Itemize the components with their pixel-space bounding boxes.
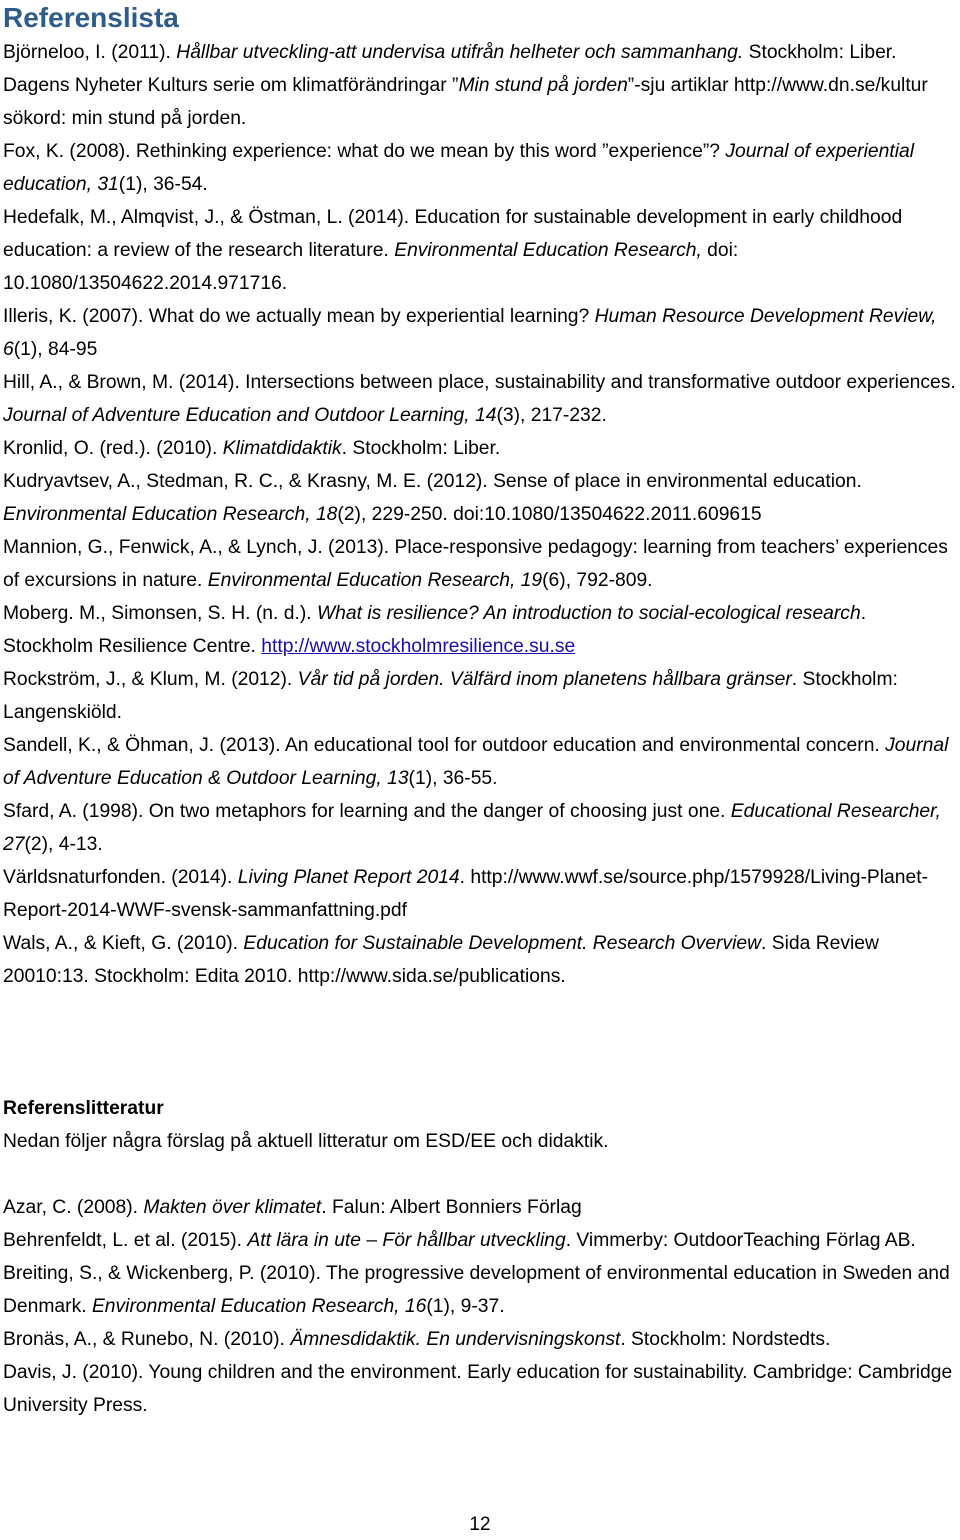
reference-title-italic: Education for Sustainable Development. Research Overview xyxy=(243,933,762,954)
reference-entry xyxy=(3,432,959,465)
reference-list-secondary xyxy=(3,1191,959,1422)
reference-text: Azar, C. (2008). xyxy=(3,1197,144,1218)
reference-title-italic: Ämnesdidaktik. En undervisningskonst xyxy=(290,1329,621,1350)
section-intro: Nedan följer några förslag på aktuell litteratur om ESD/EE och didaktik. xyxy=(3,1131,609,1152)
section-heading: Referenslitteratur xyxy=(3,1098,164,1119)
reference-title-italic: Att lära in ute – För hållbar utveckling xyxy=(247,1230,566,1251)
reference-text: Sfard, A. (1998). On two metaphors for learning and the danger of choosing just one. xyxy=(3,801,731,822)
reference-entry xyxy=(3,1323,959,1356)
reference-title-italic: Klimatdidaktik xyxy=(222,438,342,459)
reference-entry xyxy=(3,465,959,531)
reference-title-italic: Environmental Education Research, 18 xyxy=(3,504,338,525)
reference-text: Moberg. M., Simonsen, S. H. (n. d.). xyxy=(3,603,317,624)
reference-text: Dagens Nyheter Kulturs serie om klimatförändringar ” xyxy=(3,75,459,96)
reference-entry xyxy=(3,729,959,795)
reference-text: Hill, A., & Brown, M. (2014). Intersections between place, sustainability and transformative outdoor experiences. xyxy=(3,372,956,393)
reference-entry xyxy=(3,135,959,201)
reference-entry xyxy=(3,795,959,861)
reference-entry xyxy=(3,69,959,135)
reference-text: . http://www.wwf.se/source.php/1579928/Living-Planet-Report-2014-WWF-svensk-sammanfattning.pdf xyxy=(3,867,929,921)
reference-text: (6), 792-809. xyxy=(542,570,653,591)
page-number: 12 xyxy=(469,1514,491,1535)
reference-text: Breiting, S., & Wickenberg, P. (2010). The progressive development of environmental education in Sweden and Denmark. xyxy=(3,1263,950,1317)
reference-text: Illeris, K. (2007). What do we actually mean by experiential learning? xyxy=(3,306,595,327)
reference-text: Kronlid, O. (red.). (2010). xyxy=(3,438,223,459)
reference-text: Mannion, G., Fenwick, A., & Lynch, J. (2013). Place-responsive pedagogy: learning from teachers’ experiences of excursions in nature. xyxy=(3,537,948,591)
reference-text: (1), 36-55. xyxy=(408,768,498,789)
reference-text: . Vimmerby: OutdoorTeaching Förlag AB. xyxy=(565,1230,916,1251)
reference-title-italic: Journal of Adventure Education and Outdoor Learning, 14 xyxy=(3,405,497,426)
reference-title-italic: Environmental Education Research, xyxy=(394,240,702,261)
reference-text: (1), 36-54. xyxy=(118,174,208,195)
reference-list xyxy=(3,36,959,993)
reference-entry xyxy=(3,927,959,993)
reference-entry xyxy=(3,1257,959,1323)
reference-text: doi: 10.1080/13504622.2014.971716. xyxy=(3,240,739,294)
reference-text: Stockholm: Liber. xyxy=(743,42,897,63)
reference-text: Björneloo, I. (2011). xyxy=(3,42,177,63)
reference-title-italic: Environmental Education Research, 16 xyxy=(91,1296,427,1317)
reference-entry xyxy=(3,1356,959,1422)
reference-entry xyxy=(3,1224,959,1257)
reference-entry xyxy=(3,1191,959,1224)
reference-entry xyxy=(3,201,959,300)
reference-text: (2), 4-13. xyxy=(24,834,103,855)
reference-entry xyxy=(3,300,959,366)
reference-text: Världsnaturfonden. (2014). xyxy=(3,867,238,888)
reference-title-italic: Journal of Adventure Education & Outdoor Learning, 13 xyxy=(3,735,949,789)
reference-text: (2), 229-250. doi:10.1080/13504622.2011.609615 xyxy=(337,504,762,525)
reference-title-italic: Educational Researcher, 27 xyxy=(3,801,941,855)
reference-text: Wals, A., & Kieft, G. (2010). xyxy=(3,933,244,954)
reference-text: (3), 217-232. xyxy=(496,405,607,426)
reference-entry xyxy=(3,366,959,432)
reference-title-italic: Journal of experiential education, 31 xyxy=(3,141,914,195)
reference-text: (1), 9-37. xyxy=(426,1296,505,1317)
reference-text: ”-sju artiklar http://www.dn.se/kultur sökord: min stund på jorden. xyxy=(3,75,928,129)
reference-text: Rockström, J., & Klum, M. (2012). xyxy=(3,669,298,690)
reference-title-italic: What is resilience? An introduction to social-ecological research xyxy=(316,603,861,624)
reference-link[interactable]: http://www.stockholmresilience.su.se xyxy=(261,636,576,657)
reference-text: Behrenfeldt, L. et al. (2015). xyxy=(3,1230,248,1251)
reference-text: . Stockholm: Liber. xyxy=(341,438,501,459)
reference-text: . Falun: Albert Bonniers Förlag xyxy=(321,1197,582,1218)
secondary-reading-section xyxy=(3,1092,959,1422)
reference-title-italic: Human Resource Development Review, 6 xyxy=(3,306,937,360)
reference-title-italic: Min stund på jorden xyxy=(458,75,628,96)
page-title: Referenslista xyxy=(3,2,179,33)
reference-text: Sandell, K., & Öhman, J. (2013). An educational tool for outdoor education and environmental concern. xyxy=(3,735,886,756)
reference-title-italic: Vår tid på jorden. Välfärd inom planetens hållbara gränser xyxy=(297,669,792,690)
reference-text: . Stockholm: Langenskiöld. xyxy=(3,669,898,723)
reference-entry xyxy=(3,531,959,597)
reference-text: . Stockholm Resilience Centre. xyxy=(3,603,867,657)
reference-text: (1), 84-95 xyxy=(13,339,98,360)
reference-title-italic: Living Planet Report 2014 xyxy=(237,867,460,888)
reference-entry xyxy=(3,663,959,729)
reference-text: Fox, K. (2008). Rethinking experience: what do we mean by this word ”experience”? xyxy=(3,141,726,162)
reference-entry xyxy=(3,861,959,927)
reference-text: Hedefalk, M., Almqvist, J., & Östman, L. (2014). Education for sustainable development in early childhood education: a review of the research literature. xyxy=(3,207,903,261)
reference-text: Davis, J. (2010). Young children and the environment. Early education for sustainability. Cambridge: Cambridge University Press. xyxy=(3,1362,953,1416)
reference-entry xyxy=(3,36,959,69)
reference-text: . Sida Review 20010:13. Stockholm: Edita 2010. http://www.sida.se/publications. xyxy=(3,933,879,987)
reference-title-italic: Environmental Education Research, 19 xyxy=(207,570,543,591)
reference-entry xyxy=(3,597,959,663)
reference-title-italic: Hållbar utveckling-att undervisa utifrån helheter och sammanhang. xyxy=(176,42,744,63)
reference-text: Bronäs, A., & Runebo, N. (2010). xyxy=(3,1329,291,1350)
reference-text: . Stockholm: Nordstedts. xyxy=(620,1329,831,1350)
reference-title-italic: Makten över klimatet xyxy=(143,1197,322,1218)
reference-text: Kudryavtsev, A., Stedman, R. C., & Krasny, M. E. (2012). Sense of place in environmental education. xyxy=(3,471,862,492)
